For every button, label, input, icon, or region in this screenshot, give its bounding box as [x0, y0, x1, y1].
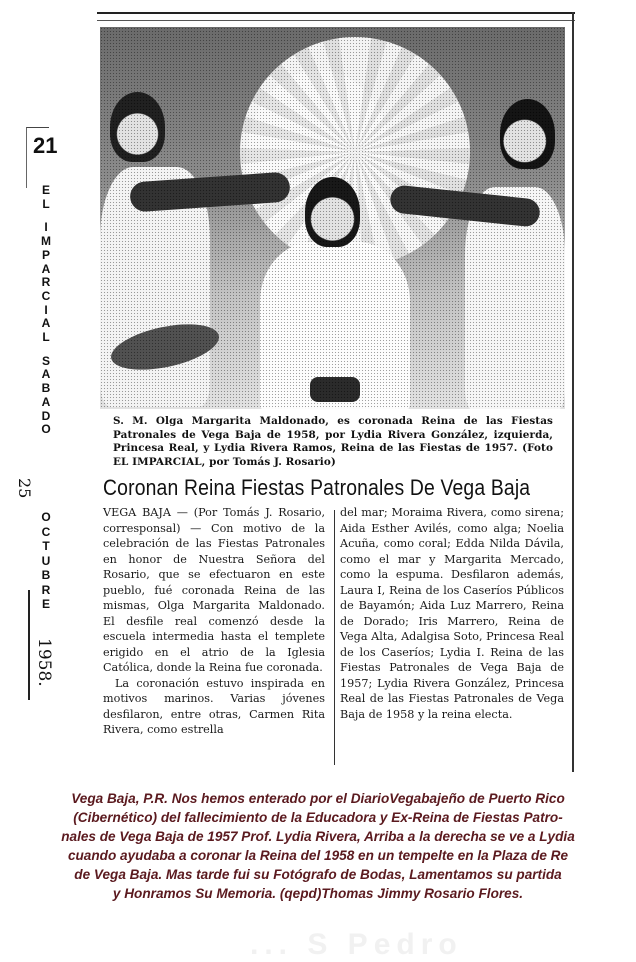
article-column-right — [340, 505, 564, 722]
masthead-letter: L — [42, 196, 50, 211]
faded-bleedthrough-text: ... S Pedro — [250, 928, 463, 961]
figure-right-head — [500, 99, 555, 169]
month-letter: C — [41, 524, 51, 539]
masthead-letter: L — [42, 330, 50, 345]
photo-caption: S. M. Olga Margarita Maldonado, es coronada Reina de las Fiestas Patronales de Vega Baja de 1958, por Lydia Rivera González, izquierda, Princesa Real, y Lydia Rivera Ramos, Reina de las Fiestas de 1957. (Foto EL IMPARCIAL, por Tomás J. Rosario) — [113, 415, 553, 468]
fan-backdrop — [240, 37, 470, 267]
masthead-letter: A — [41, 316, 51, 331]
masthead-letter: O — [41, 422, 51, 437]
note-line: nales de Vega Baja de 1957 Prof. Lydia Rivera, Arriba a la derecha se ve a Lydia — [61, 829, 575, 844]
memorial-note — [10, 789, 626, 903]
masthead-letter: D — [41, 408, 51, 423]
masthead-letter: R — [41, 275, 51, 290]
month-letter: O — [41, 510, 51, 524]
vertical-date-rule — [28, 590, 30, 700]
month-letter: U — [41, 553, 51, 568]
page-number: 21 — [33, 133, 58, 158]
right-border-rule — [572, 12, 574, 772]
vertical-year: 1958. — [34, 638, 54, 687]
month-letter: T — [42, 539, 50, 553]
figure-left-head — [110, 92, 165, 162]
month-letter: R — [41, 582, 51, 597]
article-column-left — [103, 505, 325, 738]
masthead-letter: P — [41, 247, 50, 262]
masthead-letter: E — [41, 183, 50, 197]
article-headline: Coronan Reina Fiestas Patronales De Vega Baja — [103, 475, 531, 500]
masthead-letter: B — [41, 381, 51, 396]
article-paragraph: VEGA BAJA — (Por Tomás J. Rosario, corresponsal) — Con motivo de la celebración de las Fiestas Patronales en honor de Nuestra Señora del Rosario, que se efectuaron en este pueblo, fué coronada Reina de las mismas, Olga Margarita Maldonado. El desfile real comenzó desde la escuela intermedia hasta el templete erigido en el atrio de la Iglesia Católica, donde la Reina fue coronada. — [103, 506, 325, 674]
note-line: cuando ayudaba a coronar la Reina del 1958 en un tempelte en la Plaza de Re — [67, 848, 569, 863]
vertical-day: 25 — [15, 478, 34, 499]
note-line: y Honramos Su Memoria. (qepd)Thomas Jimmy Rosario Flores. — [112, 886, 524, 901]
top-rule — [97, 12, 575, 14]
masthead-letter: S — [41, 353, 50, 368]
article-paragraph: La coronación estuvo inspirada en motivos marinos. Varias jóvenes desfilaron, entre otras, Carmen Rita Rivera, como estrella — [103, 676, 325, 736]
note-line: (Cibernético) del fallecimiento de la Educadora y Ex-Reina de Fiestas Patro- — [73, 810, 563, 825]
vertical-masthead — [40, 184, 52, 437]
top-rule-secondary — [97, 20, 575, 21]
figure-right-arm — [389, 184, 541, 228]
cushion — [107, 316, 223, 378]
queen-head — [305, 177, 360, 247]
note-line: de Vega Baja. Mas tarde fui su Fotógrafo de Bodas, Lamentamos su partida — [74, 867, 562, 882]
masthead-letter: A — [41, 394, 51, 409]
month-letter: B — [41, 568, 51, 582]
vertical-month — [40, 510, 52, 612]
note-line: Vega Baja, P.R. Nos hemos enterado por el DiarioVegabajeño de Puerto Rico — [71, 791, 565, 806]
masthead-letter: A — [41, 261, 51, 276]
figure-right-body — [465, 187, 565, 409]
queen-body — [260, 242, 410, 409]
figure-left-arm — [129, 171, 291, 212]
masthead-letter: C — [41, 288, 51, 303]
masthead-letter: I — [44, 302, 48, 317]
figure-left-body — [100, 167, 210, 407]
masthead-letter: I — [44, 220, 48, 235]
column-divider — [334, 510, 335, 765]
dress-bow — [310, 377, 360, 402]
masthead-letter: A — [41, 367, 51, 382]
coronation-photo — [100, 27, 565, 409]
article-paragraph: del mar; Moraima Rivera, como sirena; Aida Esther Avilés, como alga; Noelia Acuña, como coral; Edda Nilda Dávila, como el mar y Margarita Mercado, como la espuma. Desfilaron además, Laura I, Reina de los Caseríos Públicos de Bayamón; Aida Luz Marrero, Reina de Dorado; Iris Marrero, Reina de Vega Alta, Adalgisa Soto, Princesa Real de los Caseríos; Lydia I. Reina de las Fiestas Patronales de Vega Baja de 1957; Lydia Rivera González, Princesa Real de las Fiestas Patronales de Vega Baja de 1958 y la reina electa. — [340, 506, 564, 721]
masthead-letter: M — [41, 234, 51, 249]
month-letter: E — [41, 597, 50, 611]
